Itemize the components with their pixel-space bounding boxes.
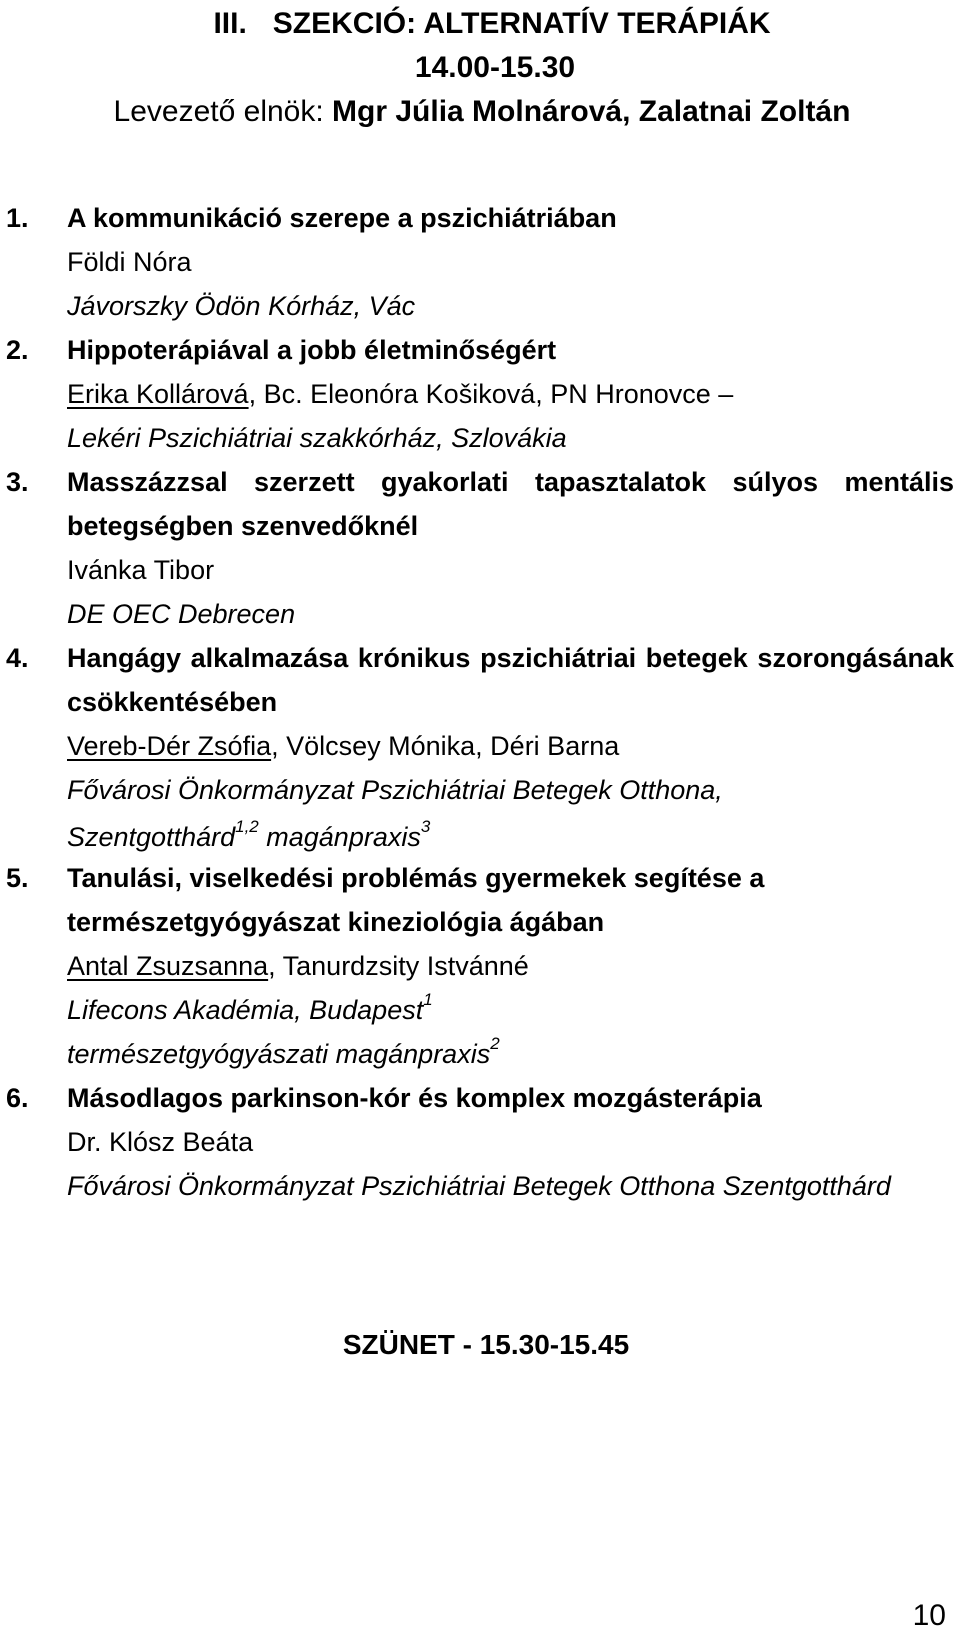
section-title bbox=[0, 2, 960, 46]
talk-affiliation-2 bbox=[67, 1032, 954, 1076]
talk-title: A kommunikáció szerepe a pszichiátriában bbox=[67, 203, 617, 233]
affiliation-marker: 1,2 bbox=[235, 817, 259, 836]
talk-authors bbox=[67, 372, 954, 416]
talk-affiliation: Fővárosi Önkormányzat Pszichiátriai Betegek Otthona Szentgotthárd bbox=[67, 1171, 891, 1201]
presenting-author: Antal Zsuzsanna bbox=[67, 951, 269, 981]
talk-number: 6. bbox=[6, 1083, 29, 1113]
presenting-author: Vereb-Dér Zsófia bbox=[67, 731, 272, 761]
talk-item-4 bbox=[6, 636, 954, 856]
affiliation-marker: 1 bbox=[423, 990, 433, 1009]
talk-title: Hangágy alkalmazása krónikus pszichiátriai betegek szorongásának csökkentésében bbox=[67, 643, 954, 717]
talk-number: 2. bbox=[6, 335, 29, 365]
section-title-text: SZEKCIÓ: ALTERNATÍV TERÁPIÁK bbox=[272, 7, 771, 40]
talk-authors bbox=[67, 944, 954, 988]
talk-item-2 bbox=[6, 328, 954, 460]
talk-affiliation: Jávorszky Ödön Kórház, Vác bbox=[67, 291, 416, 321]
section-roman-numeral: III. bbox=[213, 7, 247, 40]
affiliation-private: magánpraxis bbox=[258, 822, 421, 852]
talk-item-1 bbox=[6, 196, 954, 328]
page-number: 10 bbox=[912, 1599, 946, 1632]
talk-authors: Ivánka Tibor bbox=[67, 555, 215, 585]
section-chair bbox=[0, 90, 960, 134]
talk-list bbox=[6, 196, 954, 1208]
talk-title: Masszázzsal szerzett gyakorlati tapasztalatok súlyos mentális betegségben szenvedőknél bbox=[67, 467, 954, 541]
section-header bbox=[0, 2, 960, 134]
co-authors: , Völcsey Mónika, Déri Barna bbox=[271, 731, 620, 761]
talk-authors: Dr. Klósz Beáta bbox=[67, 1127, 254, 1157]
affiliation-marker: 2 bbox=[490, 1034, 500, 1053]
affiliation-city: Szentgotthárd bbox=[67, 822, 236, 852]
talk-item-3 bbox=[6, 460, 954, 636]
chair-label: Levezető elnök: bbox=[113, 95, 333, 128]
co-authors: , Tanurdzsity Istvánné bbox=[268, 951, 529, 981]
talk-title: Tanulási, viselkedési problémás gyermekek segítése a természetgyógyászat kineziológia ágában bbox=[67, 863, 765, 937]
talk-affiliation-2 bbox=[67, 812, 954, 856]
talk-authors bbox=[67, 724, 954, 768]
talk-number: 1. bbox=[6, 203, 29, 233]
presenting-author: Erika Kollárová bbox=[67, 379, 249, 409]
talk-affiliation: Fővárosi Önkormányzat Pszichiátriai Betegek Otthona, bbox=[67, 775, 723, 805]
talk-number: 4. bbox=[6, 643, 29, 673]
co-authors: , Bc. Eleonóra Košiková, PN Hronovce – bbox=[248, 379, 734, 409]
talk-authors: Földi Nóra bbox=[67, 247, 192, 277]
section-time: 14.00-15.30 bbox=[414, 51, 576, 84]
talk-affiliation: Lekéri Pszichiátriai szakkórház, Szlovákia bbox=[67, 423, 567, 453]
talk-affiliation: DE OEC Debrecen bbox=[67, 599, 296, 629]
talk-title: Másodlagos parkinson-kór és komplex mozgásterápia bbox=[67, 1083, 762, 1113]
talk-affiliation bbox=[67, 988, 954, 1032]
affiliation-text: Lifecons Akadémia, Budapest bbox=[67, 995, 424, 1025]
talk-item-5 bbox=[6, 856, 954, 1076]
talk-number: 3. bbox=[6, 467, 29, 497]
talk-item-6 bbox=[6, 1076, 954, 1208]
affiliation-text: természetgyógyászati magánpraxis bbox=[67, 1039, 491, 1069]
talk-number: 5. bbox=[6, 863, 29, 893]
chair-names: Mgr Júlia Molnárová, Zalatnai Zoltán bbox=[332, 95, 851, 128]
talk-title: Hippoterápiával a jobb életminőségért bbox=[67, 335, 557, 365]
break-notice: SZÜNET - 15.30-15.45 bbox=[342, 1329, 630, 1360]
affiliation-marker: 3 bbox=[420, 817, 431, 836]
